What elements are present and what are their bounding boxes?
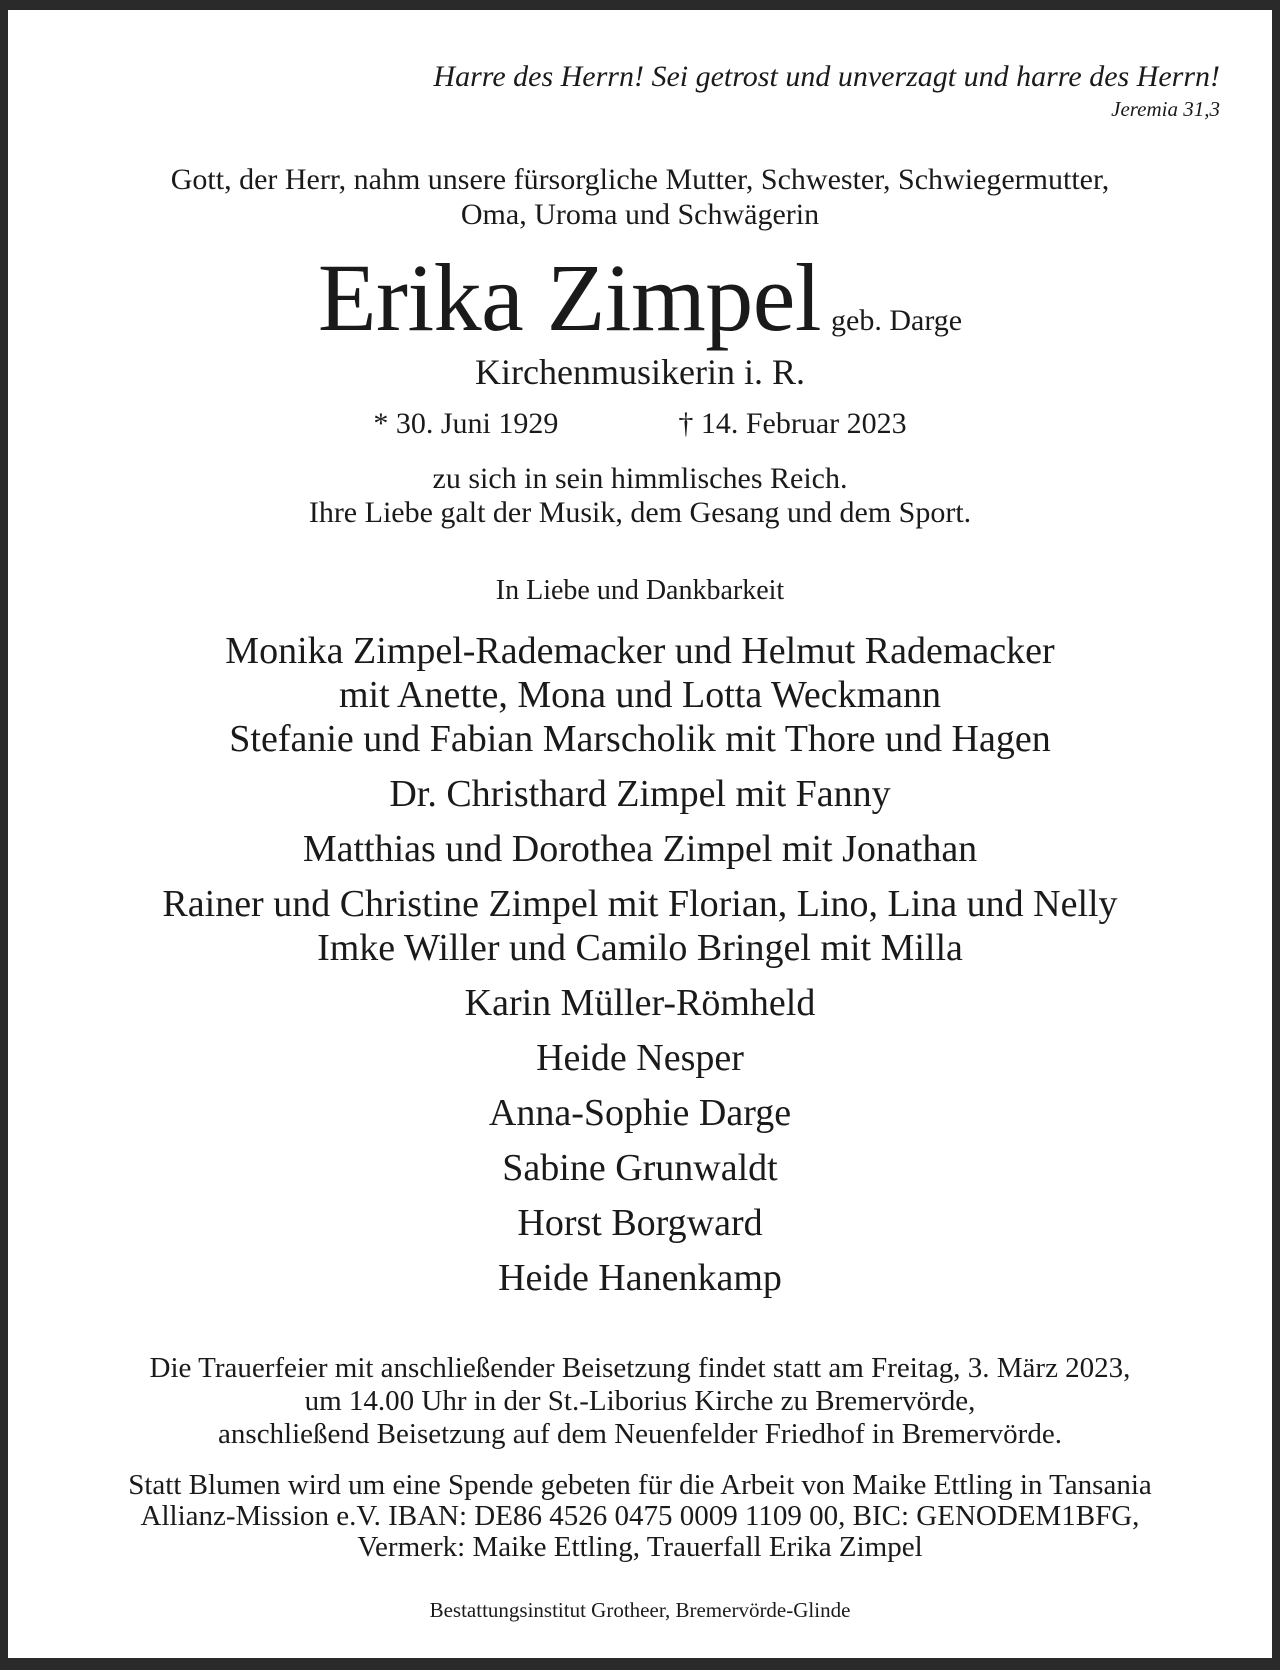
mourner-line: Horst Borgward <box>517 1202 763 1244</box>
mourner-line: Stefanie und Fabian Marscholik mit Thore und Hagen <box>229 718 1051 760</box>
mourners-list <box>8 629 1272 1311</box>
intro-line: Gott, der Herr, nahm unsere fürsorgliche Mutter, Schwester, Schwiegermutter, <box>170 163 1110 196</box>
deceased-name: Erika Zimpel <box>317 244 822 351</box>
mourner-group <box>8 1201 1272 1245</box>
mourner-line: mit Anette, Mona und Lotta Weckmann <box>338 674 941 716</box>
mourner-line: Heide Hanenkamp <box>498 1257 782 1299</box>
intro-line: Oma, Uroma und Schwägerin <box>460 198 820 231</box>
mourner-group <box>8 1256 1272 1300</box>
intro-text <box>8 162 1272 232</box>
mourner-group <box>8 981 1272 1025</box>
bible-verse <box>433 58 1220 122</box>
mourner-line: Heide Nesper <box>536 1037 744 1079</box>
mourner-group <box>8 827 1272 871</box>
mourner-line: Karin Müller-Römheld <box>464 982 816 1024</box>
mourner-line: Matthias und Dorothea Zimpel mit Jonathan <box>302 828 978 870</box>
deceased-profession: Kirchenmusikerin i. R. <box>475 352 805 392</box>
mourner-line: Imke Willer und Camilo Bringel mit Milla <box>317 927 963 969</box>
mourner-line: Rainer und Christine Zimpel mit Florian, Lino, Lina und Nelly <box>162 883 1118 925</box>
birth-name: geb. Darge <box>831 304 963 337</box>
donation-line: Allianz-Mission e.V. IBAN: DE86 4526 0475 0009 1109 00, BIC: GENODEM1BFG, <box>140 1500 1140 1532</box>
service-line: Die Trauerfeier mit anschließender Beisetzung findet statt am Freitag, 3. März 2023, <box>149 1352 1131 1384</box>
mourner-group <box>8 772 1272 816</box>
mourner-line: Monika Zimpel-Rademacker und Helmut Rademacker <box>225 630 1055 672</box>
mourner-line: Sabine Grunwaldt <box>502 1147 778 1189</box>
mourner-group <box>8 1036 1272 1080</box>
life-dates <box>8 404 1272 444</box>
love-gratitude-line: In Liebe und Dankbarkeit <box>495 575 785 606</box>
undertaker-name: Bestattungsinstitut Grotheer, Bremervörde-Glinde <box>429 1598 851 1622</box>
remembrance-line: Ihre Liebe galt der Musik, dem Gesang und dem Sport. <box>308 496 972 529</box>
mourner-line: Dr. Christhard Zimpel mit Fanny <box>389 773 891 815</box>
bible-verse-text: Harre des Herrn! Sei getrost und unverzagt und harre des Herrn! <box>433 60 1220 93</box>
death-date: † 14. Februar 2023 <box>678 407 907 440</box>
funeral-service-info <box>8 1352 1272 1451</box>
donation-line: Statt Blumen wird um eine Spende gebeten für die Arbeit von Maike Ettling in Tansania <box>128 1469 1152 1501</box>
mourner-group <box>8 629 1272 761</box>
remembrance-line: zu sich in sein himmlisches Reich. <box>432 462 848 495</box>
birth-date: * 30. Juni 1929 <box>373 407 559 440</box>
remembrance-text <box>8 462 1272 530</box>
bible-verse-reference: Jeremia 31,3 <box>1111 97 1220 121</box>
service-line: anschließend Beisetzung auf dem Neuenfelder Friedhof in Bremervörde. <box>218 1418 1062 1450</box>
mourner-group <box>8 1146 1272 1190</box>
mourner-group <box>8 1091 1272 1135</box>
donation-info <box>8 1470 1272 1563</box>
donation-line: Vermerk: Maike Ettling, Trauerfall Erika Zimpel <box>357 1531 923 1563</box>
mourner-group <box>8 882 1272 970</box>
mourner-line: Anna-Sophie Darge <box>488 1092 792 1134</box>
service-line: um 14.00 Uhr in der St.-Liborius Kirche zu Bremervörde, <box>304 1385 976 1417</box>
